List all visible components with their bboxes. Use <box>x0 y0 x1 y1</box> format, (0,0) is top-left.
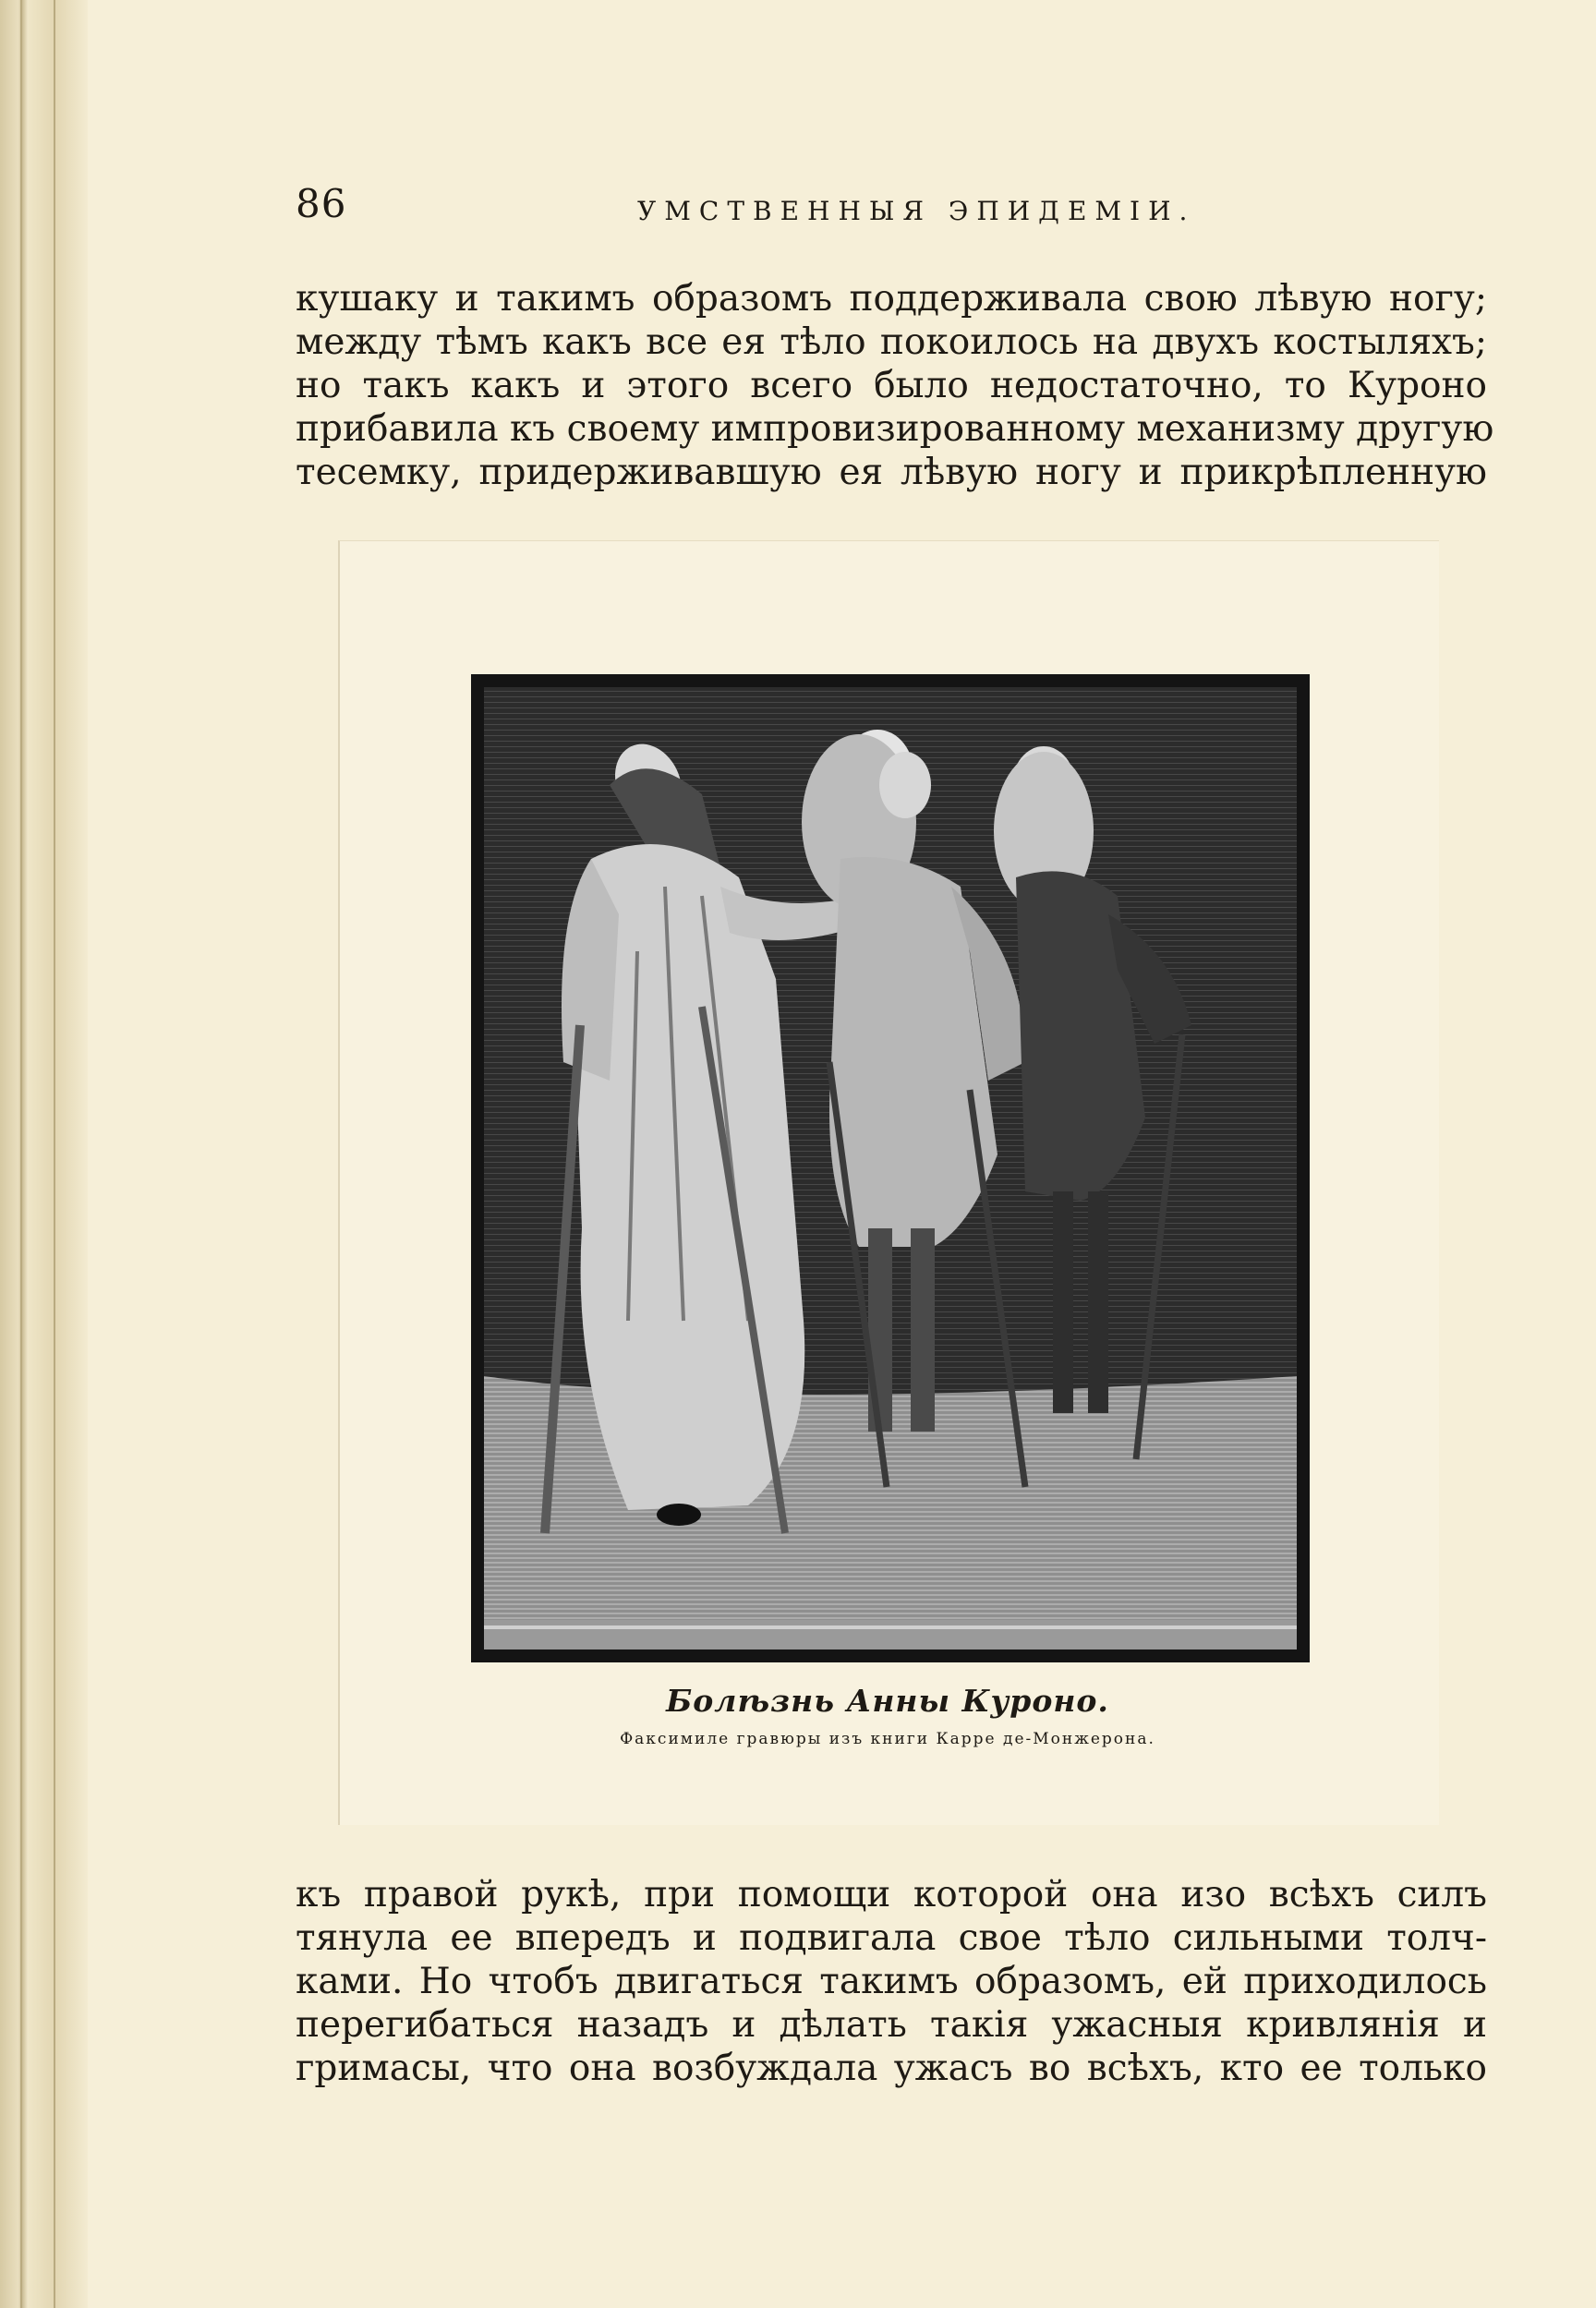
page-edge-line <box>54 0 55 2308</box>
text-line: прибавила къ своему импровизированному механизму другую <box>296 408 1494 450</box>
text-line: перегибаться назадъ и дѣлать такія ужасныя кривлянія и <box>296 2004 1487 2046</box>
page-edge <box>0 0 88 2308</box>
page-number: 86 <box>296 181 347 226</box>
text-line: но такъ какъ и этого всего было недостаточно, то Куроно <box>296 365 1487 406</box>
engraving-illustration <box>471 674 1310 1662</box>
page-header <box>296 181 1487 236</box>
text-line: между тѣмъ какъ все ея тѣло покоилось на двухъ костыляхъ; <box>296 321 1487 363</box>
body-text-top <box>296 277 1494 494</box>
text-line: тесемку, придерживавшую ея лѣвую ногу и прикрѣпленную <box>296 452 1487 493</box>
caption-title: Болѣзнь Анны Куроно. <box>666 1683 1109 1719</box>
text-line: тянула ее впередъ и подвигала свое тѣло сильными толч- <box>296 1917 1487 1959</box>
text-line: гримасы, что она возбуждала ужасъ во всѣхъ, кто ее только <box>296 2048 1487 2089</box>
body-text-bottom <box>296 1873 1487 2090</box>
caption-subtitle: Факсимиле гравюры изъ книги Карре де-Монжерона. <box>620 1730 1155 1748</box>
page-edge-line <box>20 0 22 2308</box>
running-title: УМСТВЕННЫЯ ЭПИДЕМIИ. <box>637 196 1196 226</box>
text-line: ками. Но чтобъ двигаться такимъ образомъ, ей приходилось <box>296 1961 1487 2002</box>
text-line: къ правой рукѣ, при помощи которой она изо всѣхъ силъ <box>296 1874 1487 1915</box>
text-line: кушаку и такимъ образомъ поддерживала свою лѣвую ногу; <box>296 278 1487 320</box>
figure-caption <box>338 1683 1437 1748</box>
